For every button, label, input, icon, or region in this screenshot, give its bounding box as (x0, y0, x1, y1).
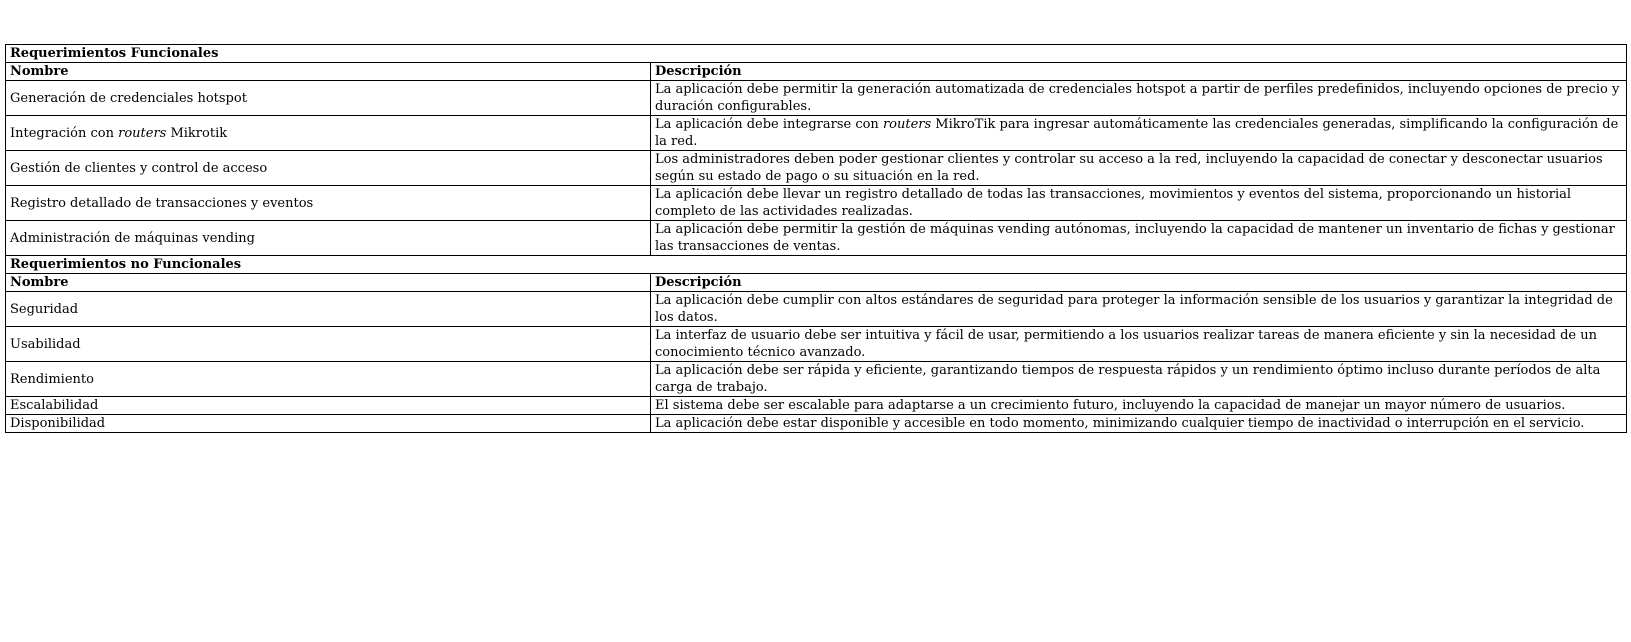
functional-col-name-header: Nombre (6, 63, 651, 81)
requirement-description: Los administradores deben poder gestionar clientes y controlar su acceso a la red, incluyendo la capacidad de conectar y desconectar usuarios según su estado de pago o su situación en la red. (651, 151, 1627, 186)
requirement-name-part: Mikrotik (166, 125, 228, 141)
functional-section-title: Requerimientos Funcionales (6, 45, 1627, 63)
table-row (6, 116, 1627, 151)
requirement-name-part: Integración con (10, 125, 119, 141)
requirement-description: El sistema debe ser escalable para adaptarse a un crecimiento futuro, incluyendo la capacidad de manejar un mayor número de usuarios. (651, 397, 1627, 415)
requirement-name-italic: routers (118, 125, 167, 141)
requirement-description: La aplicación debe permitir la generación automatizada de credenciales hotspot a partir de perfiles predefinidos, incluyendo opciones de precio y duración configurables. (651, 81, 1627, 116)
table-row (6, 327, 1627, 362)
table-row (6, 221, 1627, 256)
requirement-description: La aplicación debe llevar un registro detallado de todas las transacciones, movimientos y eventos del sistema, proporcionando un historial completo de las actividades realizadas. (651, 186, 1627, 221)
functional-column-header-row (6, 63, 1627, 81)
requirement-description-italic: routers (882, 117, 932, 132)
functional-section-title-row (6, 45, 1627, 63)
requirement-name: Escalabilidad (6, 397, 651, 415)
requirement-description-part: MikroTik para ingresar automáticamente las credenciales generadas, simplificando la configuración de la red. (655, 117, 1619, 149)
requirement-name: Registro detallado de transacciones y eventos (6, 186, 651, 221)
requirement-name: Usabilidad (6, 327, 651, 362)
non-functional-col-name-header: Nombre (6, 274, 651, 292)
non-functional-column-header-row (6, 274, 1627, 292)
requirement-name: Disponibilidad (6, 415, 651, 433)
requirement-description (651, 116, 1627, 151)
requirement-name: Seguridad (6, 292, 651, 327)
requirement-description-part: La aplicación debe integrarse con (655, 117, 883, 132)
requirement-name: Generación de credenciales hotspot (6, 81, 651, 116)
requirement-description: La aplicación debe permitir la gestión de máquinas vending autónomas, incluyendo la capacidad de mantener un inventario de fichas y gestionar las transacciones de ventas. (651, 221, 1627, 256)
functional-col-desc-header: Descripción (651, 63, 1627, 81)
requirement-description: La aplicación debe estar disponible y accesible en todo momento, minimizando cualquier tiempo de inactividad o interrupción en el servicio. (651, 415, 1627, 433)
requirement-name: Administración de máquinas vending (6, 221, 651, 256)
requirement-name: Gestión de clientes y control de acceso (6, 151, 651, 186)
requirement-name: Rendimiento (6, 362, 651, 397)
table-row (6, 362, 1627, 397)
non-functional-section-title-row (6, 256, 1627, 274)
table-row (6, 292, 1627, 327)
requirements-table (5, 44, 1627, 433)
table-row (6, 151, 1627, 186)
requirement-name (6, 116, 651, 151)
requirement-description: La aplicación debe ser rápida y eficiente, garantizando tiempos de respuesta rápidos y un rendimiento óptimo incluso durante períodos de alta carga de trabajo. (651, 362, 1627, 397)
table-row (6, 397, 1627, 415)
non-functional-section-title: Requerimientos no Funcionales (6, 256, 1627, 274)
non-functional-col-desc-header: Descripción (651, 274, 1627, 292)
table-row (6, 81, 1627, 116)
table-row (6, 415, 1627, 433)
requirement-description: La aplicación debe cumplir con altos estándares de seguridad para proteger la información sensible de los usuarios y garantizar la integridad de los datos. (651, 292, 1627, 327)
table-row (6, 186, 1627, 221)
requirement-description: La interfaz de usuario debe ser intuitiva y fácil de usar, permitiendo a los usuarios realizar tareas de manera eficiente y sin la necesidad de un conocimiento técnico avanzado. (651, 327, 1627, 362)
